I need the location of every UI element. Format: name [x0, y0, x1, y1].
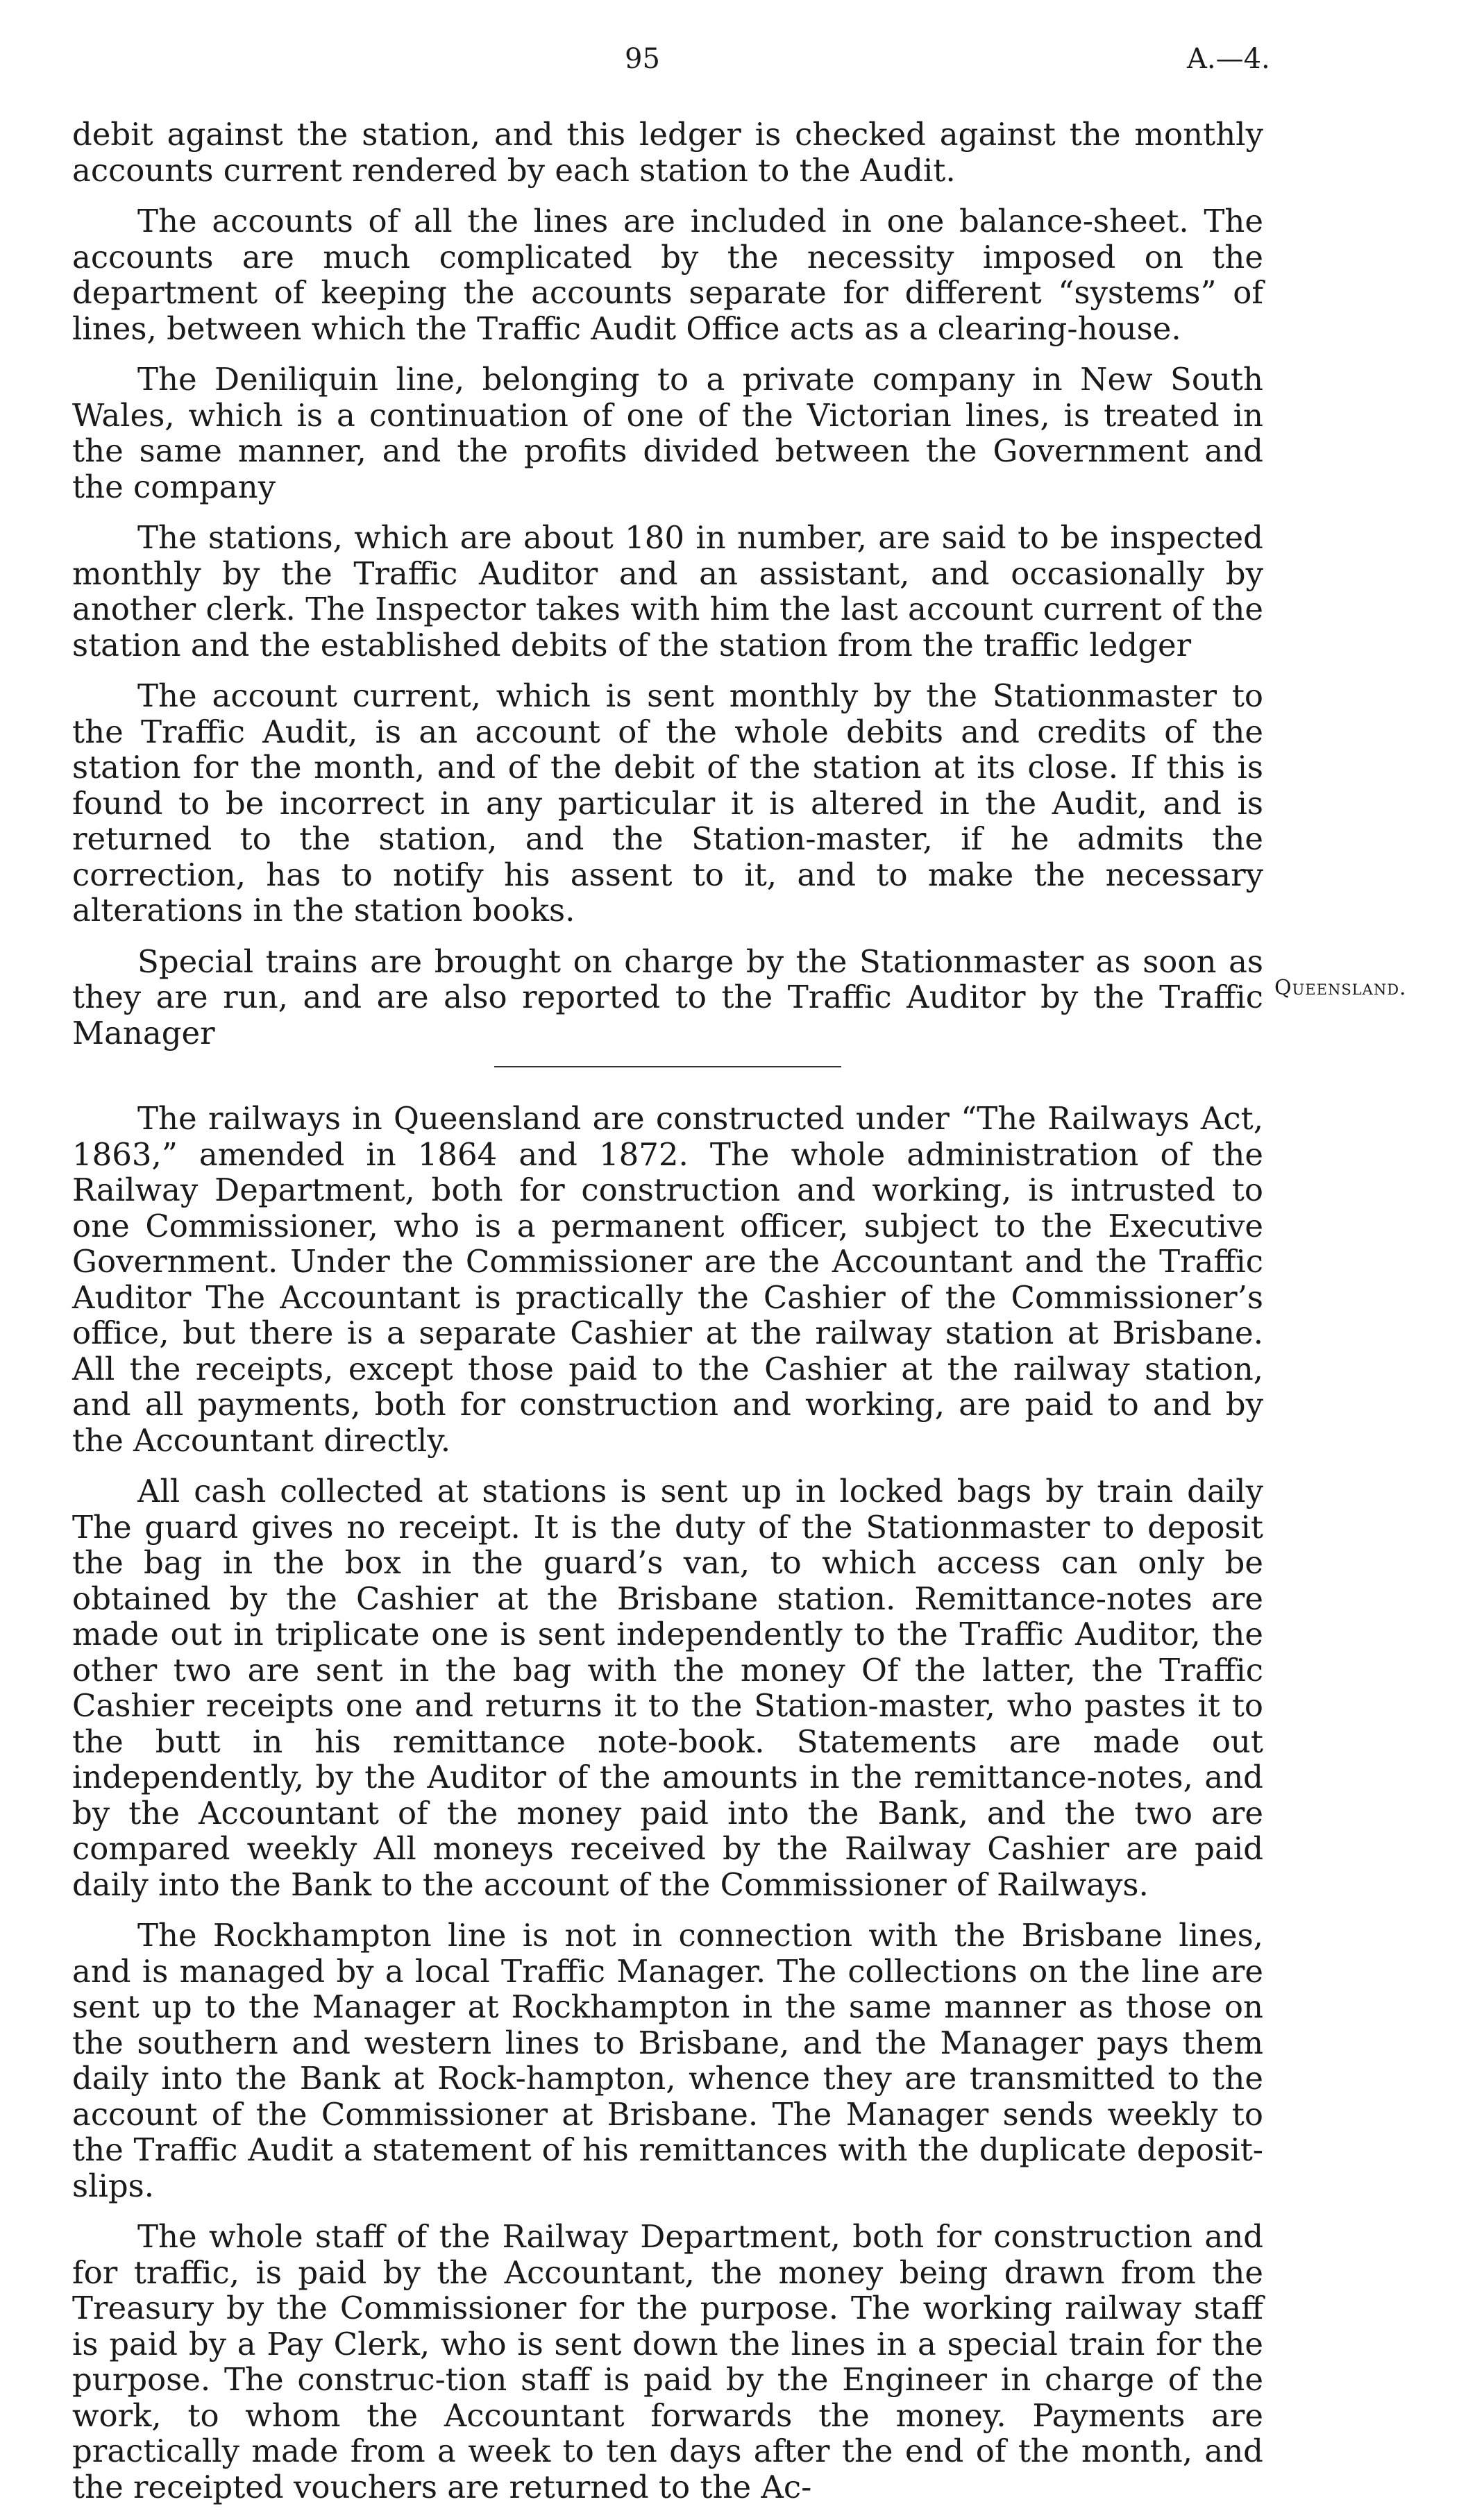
paragraph: The account current, which is sent monthly by the Stationmaster to the Traffic Audit, is an account of the whole debits and credits of the station for the month, and of the debit of the station at its close. If this is found to be incorrect in any particular it is altered in the Audit, and is returned to the station, and the Station-master, if he admits the correction, has to notify his assent to it, and to make the necessary alterations in the station books. — [72, 677, 1263, 929]
paragraph: The whole staff of the Railway Department, both for construction and for traffic, is paid by the Accountant, the money being drawn from the Treasury by the Commissioner for the purpose. The working railway staff is paid by a Pay Clerk, who is sent down the lines in a special train for the purpose. The construc-tion staff is paid by the Engineer in charge of the work, to whom the Accountant forwards the money. Payments are practically made from a week to ten days after the end of the month, and the receipted vouchers are returned to the Ac- — [72, 2218, 1263, 2505]
margin-note-queensland: Queensland. — [1274, 976, 1407, 1000]
paragraph: The stations, which are about 180 in number, are said to be inspected monthly by the Traffic Auditor and an assistant, and occasionally by another clerk. The Inspector takes with him the last account current of the station and the established debits of the station from the traffic ledger — [72, 519, 1263, 663]
paragraph: debit against the station, and this ledger is checked against the monthly accounts current rendered by each station to the Audit. — [72, 116, 1263, 189]
body-text — [72, 117, 1263, 2520]
page-number: 95 — [625, 43, 660, 75]
paragraph: All cash collected at stations is sent up in locked bags by train daily The guard gives no receipt. It is the duty of the Stationmaster to deposit the bag in the box in the guard’s van, to which access can only be obtained by the Cashier at the Brisbane station. Remittance-notes are made out in triplicate one is sent independently to the Traffic Auditor, the other two are sent in the bag with the money Of the latter, the Traffic Cashier receipts one and returns it to the Station-master, who pastes it to the butt in his remittance note-book. Statements are made out independently, by the Auditor of the amounts in the remittance-notes, and by the Accountant of the money paid into the Bank, and the two are compared weekly All moneys received by the Railway Cashier are paid daily into the Bank to the account of the Commissioner of Railways. — [72, 1473, 1263, 1903]
paragraph: The accounts of all the lines are included in one balance-sheet. The accounts are much complicated by the necessity imposed on the department of keeping the accounts separate for different “systems” of lines, between which the Traffic Audit Office acts as a clearing-house. — [72, 203, 1263, 347]
paragraph: The Rockhampton line is not in connection with the Brisbane lines, and is managed by a local Traffic Manager. The collections on the line are sent up to the Manager at Rockhampton in the same manner as those on the southern and western lines to Brisbane, and the Manager pays them daily into the Bank at Rock-hampton, whence they are transmitted to the account of the Commissioner at Brisbane. The Manager sends weekly to the Traffic Audit a statement of his remittances with the duplicate deposit-slips. — [72, 1917, 1263, 2204]
document-reference: A.—4. — [1187, 43, 1270, 75]
section-divider — [494, 1066, 841, 1067]
paragraph-queensland-intro: The railways in Queensland are constructed under “The Railways Act, 1863,” amended in 1864 and 1872. The whole administration of the Railway Department, both for construction and working, is intrusted to one Commissioner, who is a permanent officer, subject to the Executive Government. Under the Commissioner are the Accountant and the Traffic Auditor The Accountant is practically the Cashier of the Commissioner’s office, but there is a separate Cashier at the railway station at Brisbane. All the receipts, except those paid to the Cashier at the railway station, and all payments, both for construction and working, are paid to and by the Accountant directly. — [72, 1100, 1263, 1459]
paragraph: Special trains are brought on charge by the Stationmaster as soon as they are run, and are also reported to the Traffic Auditor by the Traffic Manager — [72, 942, 1263, 1051]
paragraph: The Deniliquin line, belonging to a private company in New South Wales, which is a continuation of one of the Victorian lines, is treated in the same manner, and the profits divided between the Government and the company — [72, 361, 1263, 505]
page-header — [0, 43, 1484, 85]
